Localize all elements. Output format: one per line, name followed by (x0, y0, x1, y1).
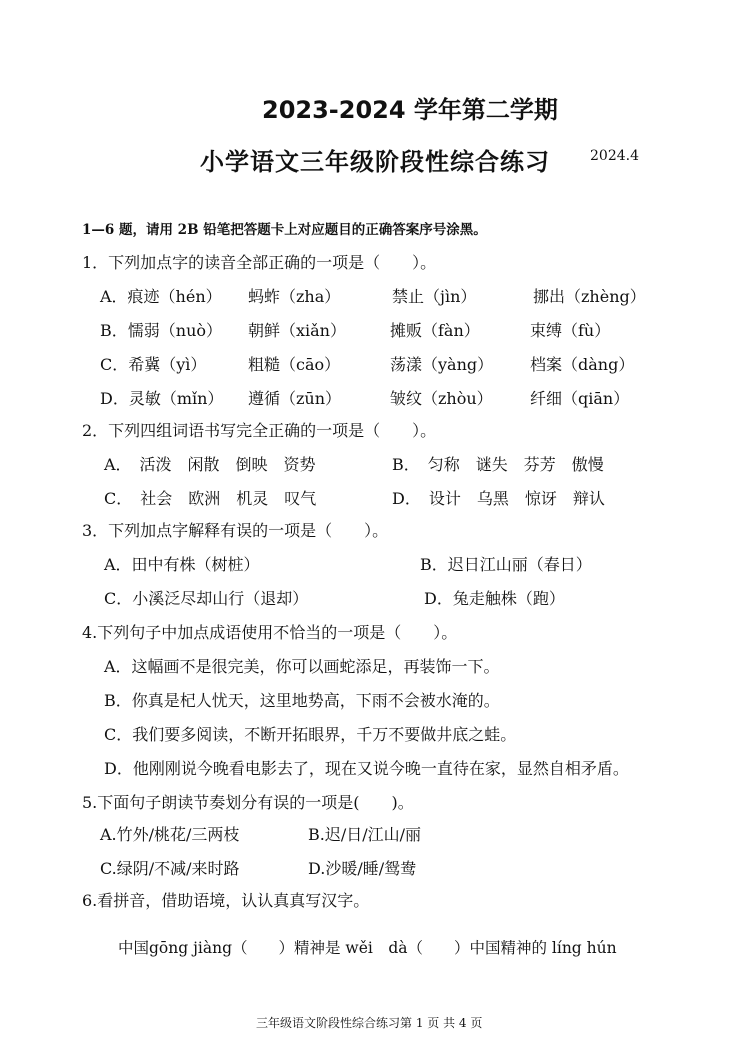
q4-option-b: B．你真是杞人忧天，这里地势高，下雨不会被水淹的。 (104, 691, 500, 710)
q5-option-c: C.绿阴/不减/来时路 (100, 859, 240, 878)
page-footer: 三年级语文阶段性综合练习第 1 页 共 4 页 (256, 1016, 483, 1030)
q1-option-c-3: 荡漾（yàng） (390, 355, 494, 374)
q1-option-c-1: C．希冀（yì） (100, 355, 207, 374)
question-3-stem: 3．下列加点字解释有误的一项是（ ）。 (82, 521, 389, 540)
q1-option-b-1: B．懦弱（nuò） (100, 321, 223, 340)
q6-pinyin-line: 中国gōng jiàng（ ）精神是 wěi dà（ ）中国精神的 líng hún (118, 939, 617, 957)
q2-option-a: A． 活泼 闲散 倒映 资势 (104, 455, 316, 474)
question-1-stem: 1．下列加点字的读音全部正确的一项是（ ）。 (82, 253, 437, 272)
q1-option-a-4: 挪出（zhèng） (533, 287, 646, 306)
q3-option-a: A．田中有株（树桩） (104, 555, 260, 574)
instruction-text: 1—6 题，请用 2B 铅笔把答题卡上对应题目的正确答案序号涂黑。 (82, 222, 487, 238)
q3-option-c: C．小溪泛尽却山行（退却） (104, 589, 309, 608)
q5-option-a: A.竹外/桃花/三两枝 (100, 825, 240, 844)
q2-option-d: D． 设计 乌黑 惊讶 辩认 (392, 489, 605, 508)
question-5-stem: 5.下面句子朗读节奏划分有误的一项是( )。 (82, 793, 414, 812)
q1-option-b-2: 朝鲜（xiǎn） (248, 321, 346, 340)
exam-title-line2: 小学语文三年级阶段性综合练习 (200, 148, 550, 176)
exam-title-line1: 2023-2024 学年第二学期 (262, 96, 558, 124)
q1-option-a-3: 禁止（jìn） (392, 287, 477, 306)
q1-option-a-1: A．痕迹（hén） (100, 287, 222, 306)
q1-option-c-4: 档案（dàng） (530, 355, 635, 374)
q5-option-d: D.沙暖/睡/鸳鸯 (308, 859, 417, 878)
question-6-stem: 6.看拼音，借助语境，认认真真写汉字。 (82, 891, 370, 910)
q1-option-d-1: D．灵敏（mǐn） (100, 389, 224, 408)
q1-option-d-3: 皱纹（zhòu） (390, 389, 493, 408)
q3-option-b: B．迟日江山丽（春日） (420, 555, 592, 574)
q2-option-b: B． 匀称 谜失 芬芳 傲慢 (392, 455, 604, 474)
q4-option-c: C．我们要多阅读，不断开拓眼界，千万不要做井底之蛙。 (104, 725, 517, 744)
q4-option-a: A．这幅画不是很完美，你可以画蛇添足，再装饰一下。 (104, 657, 500, 676)
q4-option-d: D．他刚刚说今晚看电影去了，现在又说今晚一直待在家，显然自相矛盾。 (104, 759, 629, 778)
q1-option-c-2: 粗糙（cāo） (248, 355, 341, 374)
exam-date: 2024.4 (590, 148, 639, 164)
q1-option-b-3: 摊贩（fàn） (390, 321, 480, 340)
q3-option-d: D．兔走触株（跑） (424, 589, 565, 608)
q1-option-d-4: 纤细（qiān） (530, 389, 630, 408)
q1-option-b-4: 束缚（fù） (530, 321, 611, 340)
question-4-stem: 4.下列句子中加点成语使用不恰当的一项是（ ）。 (82, 623, 458, 642)
q2-option-c: C． 社会 欧洲 机灵 叹气 (104, 489, 317, 508)
q1-option-a-2: 蚂蚱（zha） (248, 287, 341, 306)
q5-option-b: B.迟/日/江山/丽 (308, 825, 422, 844)
question-2-stem: 2．下列四组词语书写完全正确的一项是（ ）。 (82, 421, 437, 440)
q1-option-d-2: 遵循（zūn） (248, 389, 342, 408)
